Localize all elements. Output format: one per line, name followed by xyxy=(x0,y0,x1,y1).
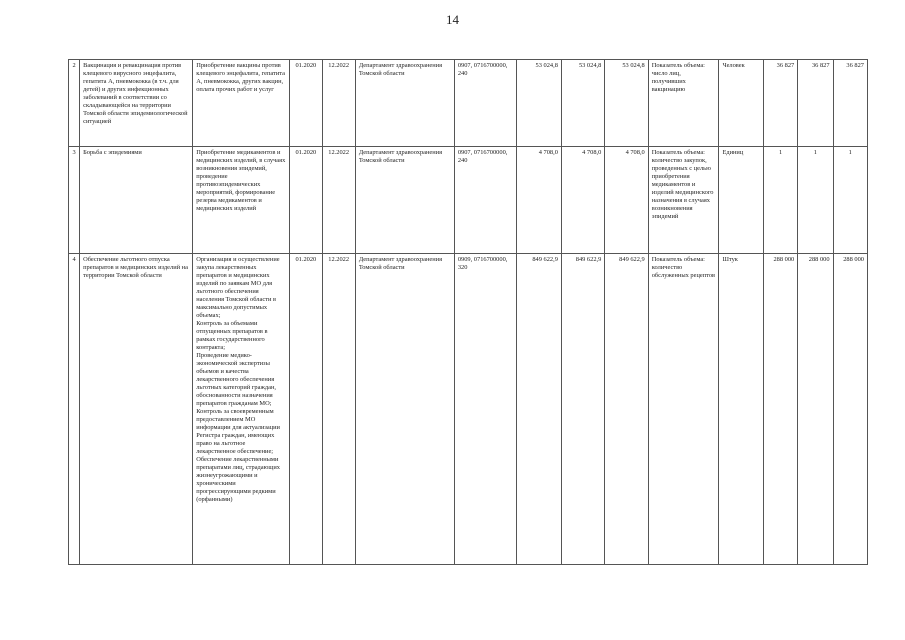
indicator-year-2: 1 xyxy=(798,147,833,254)
activity-name: Обеспечение льготного отпуска препаратов и медицинских изделий на территории Томской области xyxy=(80,254,193,565)
funding-year-1: 4 708,0 xyxy=(517,147,561,254)
activity-action: Организация и осуществление закупа лекарственных препаратов и медицинских изделий по заявкам МО для льготного обеспечения населения Томской области в максимально допустимых объемах; Контроль за объемами отпущенных препаратов в рамках государственного контракта; Проведение медико-экономической экспертизы объемов и качества лекарственного обеспечения льготных категорий граждан, обоснованности назначения препаратов гражданам МО; Контроль за своевременным предоставлением МО информации для актуализации Регистра граждан, имеющих право на льготное лекарственное обеспечение; Обеспечение лекарственными препаратами лиц, страдающих жизнеугрожающими и хроническими прогрессирующими редкими (орфанными) xyxy=(193,254,290,565)
indicator-year-1: 36 827 xyxy=(763,60,797,147)
indicator: Показатель объема: количество закупок, проведенных с целью приобретения медикаментов и изделий медицинского назначения в случаях возникновения эпидемий xyxy=(648,147,719,254)
table-row xyxy=(69,147,868,254)
funding-year-1: 849 622,9 xyxy=(517,254,561,565)
funding-year-2: 849 622,9 xyxy=(561,254,604,565)
activity-name: Борьба с эпидемиями xyxy=(80,147,193,254)
funding-year-3: 849 622,9 xyxy=(605,254,648,565)
unit: Единиц xyxy=(719,147,763,254)
start-date: 01.2020 xyxy=(290,60,322,147)
budget-code: 0907, 0716700000, 240 xyxy=(454,147,517,254)
start-date: 01.2020 xyxy=(290,147,322,254)
executor: Департамент здравоохранения Томской области xyxy=(355,254,454,565)
unit: Штук xyxy=(719,254,763,565)
indicator-year-3: 1 xyxy=(833,147,867,254)
indicator-year-2: 36 827 xyxy=(798,60,833,147)
indicator-year-2: 288 000 xyxy=(798,254,833,565)
budget-code: 0907, 0716700000, 240 xyxy=(454,60,517,147)
indicator-year-3: 288 000 xyxy=(833,254,867,565)
funding-year-1: 53 024,8 xyxy=(517,60,561,147)
activity-action: Приобретение медикаментов и медицинских изделий, в случаях возникновения эпидемий, проведение противоэпидемических мероприятий, формирование резерва медикаментов и медицинских изделий xyxy=(193,147,290,254)
end-date: 12.2022 xyxy=(322,147,355,254)
row-number: 2 xyxy=(69,60,80,147)
indicator: Показатель объема: число лиц, получивших вакцинацию xyxy=(648,60,719,147)
activity-name: Вакцинация и ревакцинация против клещевого вирусного энцефалита, гепатита А, пневмококка (в т.ч. для детей) и других инфекционных заболеваний в соответствии со складывающейся на территории Томской области эпидемиологической ситуацией xyxy=(80,60,193,147)
table-row xyxy=(69,60,868,147)
indicator-year-1: 288 000 xyxy=(763,254,797,565)
end-date: 12.2022 xyxy=(322,254,355,565)
row-number: 3 xyxy=(69,147,80,254)
page-number: 14 xyxy=(446,12,459,27)
program-activities-table xyxy=(68,59,868,565)
executor: Департамент здравоохранения Томской области xyxy=(355,147,454,254)
funding-year-2: 53 024,8 xyxy=(561,60,604,147)
funding-year-3: 4 708,0 xyxy=(605,147,648,254)
start-date: 01.2020 xyxy=(290,254,322,565)
executor: Департамент здравоохранения Томской области xyxy=(355,60,454,147)
unit: Человек xyxy=(719,60,763,147)
activity-action: Приобретение вакцины против клещевого энцефалита, гепатита А, пневмококка, других вакцин, оплата прочих работ и услуг xyxy=(193,60,290,147)
funding-year-3: 53 024,8 xyxy=(605,60,648,147)
budget-code: 0909, 0716700000, 320 xyxy=(454,254,517,565)
indicator-year-3: 36 827 xyxy=(833,60,867,147)
indicator: Показатель объема: количество обслуженных рецептов xyxy=(648,254,719,565)
indicator-year-1: 1 xyxy=(763,147,797,254)
funding-year-2: 4 708,0 xyxy=(561,147,604,254)
row-number: 4 xyxy=(69,254,80,565)
table-row xyxy=(69,254,868,565)
end-date: 12.2022 xyxy=(322,60,355,147)
